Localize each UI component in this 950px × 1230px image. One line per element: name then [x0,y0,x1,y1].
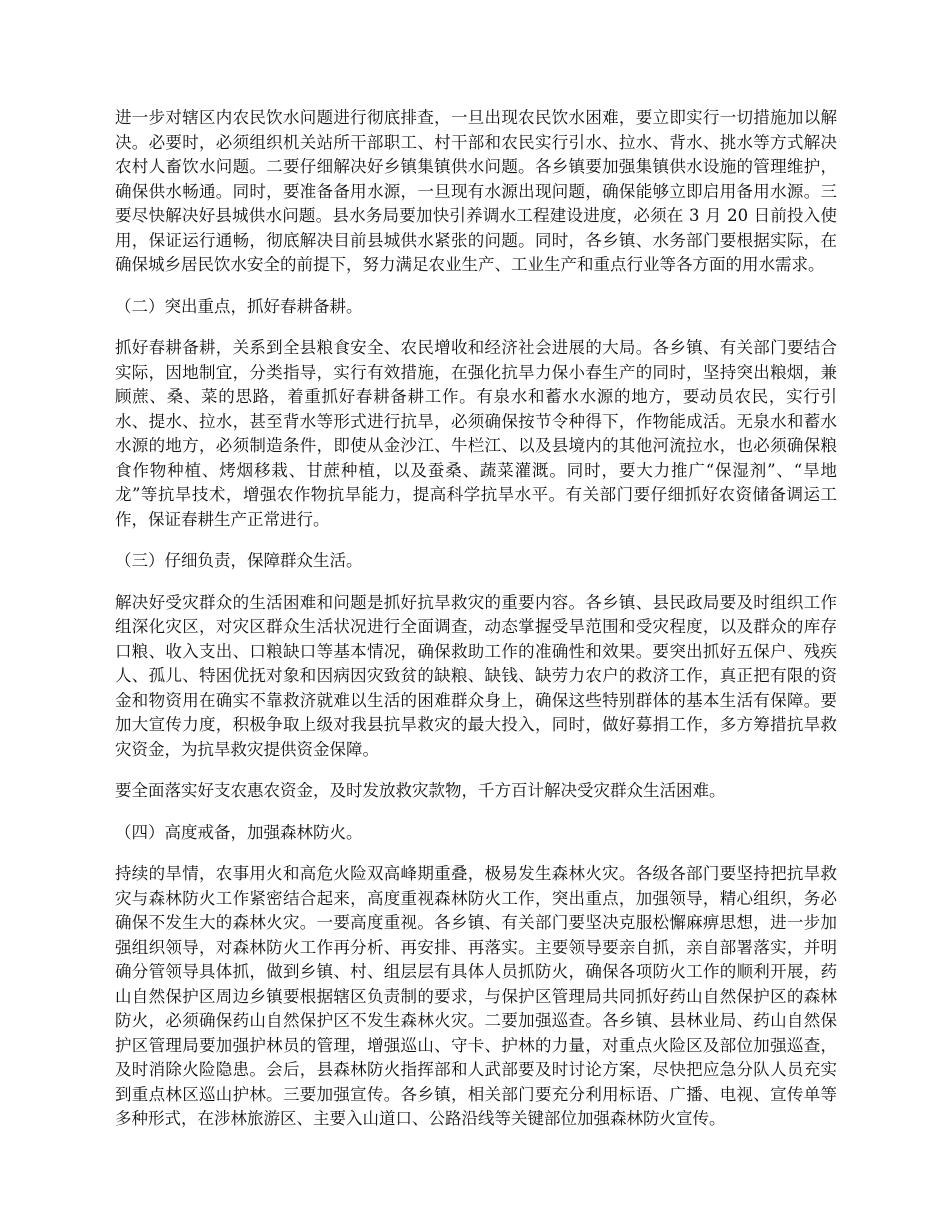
paragraph-fire-prevention: 持续的旱情，农事用火和高危火险双高峰期重叠，极易发生森林火灾。各级各部门要坚持把抗旱救灾与森林防火工作紧密结合起来，高度重视森林防火工作，突出重点，加强领导，精心组织，务必确保不发生大的森林火灾。一要高度重视。各乡镇、有关部门要坚决克服松懈麻痹思想，进一步加强组织领导，对森林防火工作再分析、再安排、再落实。主要领导要亲自抓，亲自部署落实，并明确分管领导具体抓，做到乡镇、村、组层层有具体人员抓防火，确保各项防火工作的顺利开展，药山自然保护区周边乡镇要根据辖区负责制的要求，与保护区管理局共同抓好药山自然保护区的森林防火，必须确保药山自然保护区不发生森林火灾。二要加强巡查。各乡镇、县林业局、药山自然保护区管理局要加强护林员的管理，增强巡山、守卡、护林的力量，对重点火险区及部位加强巡查，及时消除火险隐患。会后，县森林防火指挥部和人武部要及时讨论方案，尽快把应急分队人员充实到重点林区巡山护林。三要加强宣传。各乡镇，相关部门要充分利用标语、广播、电视、宣传单等多种形式，在涉林旅游区、主要入山道口、公路沿线等关键部位加强森林防火宣传。 [115,864,837,1128]
section-heading-livelihood: （三）仔细负责，保障群众生活。 [115,551,363,570]
paragraph-livelihood: 解决好受灾群众的生活困难和问题是抓好抗旱救灾的重要内容。各乡镇、县民政局要及时组织工作组深化灾区，对灾区群众生活状况进行全面调查，动态掌握受旱范围和受灾程度，以及群众的库存口粮、收入支出、口粮缺口等基本情况，确保救助工作的准确性和效果。要突出抓好五保户、残疾人、孤儿、特困优抚对象和因病因灾致贫的缺粮、缺钱、缺劳力农户的救济工作，真正把有限的资金和物资用在确实不靠救济就难以生活的困难群众身上，确保这些特别群体的基本生活有保障。要加大宣传力度，积极争取上级对我县抗旱救灾的最大投入，同时，做好募捐工作，多方筹措抗旱救灾资金，为抗旱救灾提供资金保障。 [115,592,837,759]
section-heading-fire-prevention: （四）高度戒备，加强森林防火。 [115,822,363,842]
section-heading-spring-plowing: （二）突出重点，抓好春耕备耕。 [115,296,363,316]
paragraph-relief-funds: 要全面落实好支农惠农资金，及时发放救灾款物，千方百计解决受灾群众生活困难。 [115,781,726,800]
document-body [115,106,837,1149]
paragraph-spring-plowing: 抓好春耕备耕，关系到全县粮食安全、农民增收和经济社会进展的大局。各乡镇、有关部门要结合实际，因地制宜，分类指导，实行有效措施，在强化抗旱力保小春生产的同时，坚持突出粮烟，兼顾蔗、桑、菜的思路，着重抓好春耕备耕工作。有泉水和蓄水水源的地方，要动员农民，实行引水、提水、拉水，甚至背水等形式进行抗旱，必须确保按节令种得下，作物能成活。无泉水和蓄水水源的地方，必须制造条件，即使从金沙江、牛栏江、以及县境内的其他河流拉水，也必须确保粮食作物种植、烤烟移栽、甘蔗种植，以及蚕桑、蔬菜灌溉。同时，要大力推广“保湿剂”、“旱地龙”等抗旱技术，增强农作物抗旱能力，提高科学抗旱水平。有关部门要仔细抓好农资储备调运工作，保证春耕生产正常进行。 [115,338,837,529]
paragraph-water-supply: 进一步对辖区内农民饮水问题进行彻底排查，一旦出现农民饮水困难，要立即实行一切措施加以解决。必要时，必须组织机关站所干部职工、村干部和农民实行引水、拉水、背水、挑水等方式解决农村人畜饮水问题。二要仔细解决好乡镇集镇供水问题。各乡镇要加强集镇供水设施的管理维护，确保供水畅通。同时，要准备备用水源，一旦现有水源出现问题，确保能够立即启用备用水源。三要尽快解决好县城供水问题。县水务局要加快引养调水工程建设进度，必须在 3 月 20 日前投入使用，保证运行通畅，彻底解决目前县城供水紧张的问题。同时，各乡镇、水务部门要根据实际，在确保城乡居民饮水安全的前提下，努力满足农业生产、工业生产和重点行业等各方面的用水需求。 [115,108,837,274]
